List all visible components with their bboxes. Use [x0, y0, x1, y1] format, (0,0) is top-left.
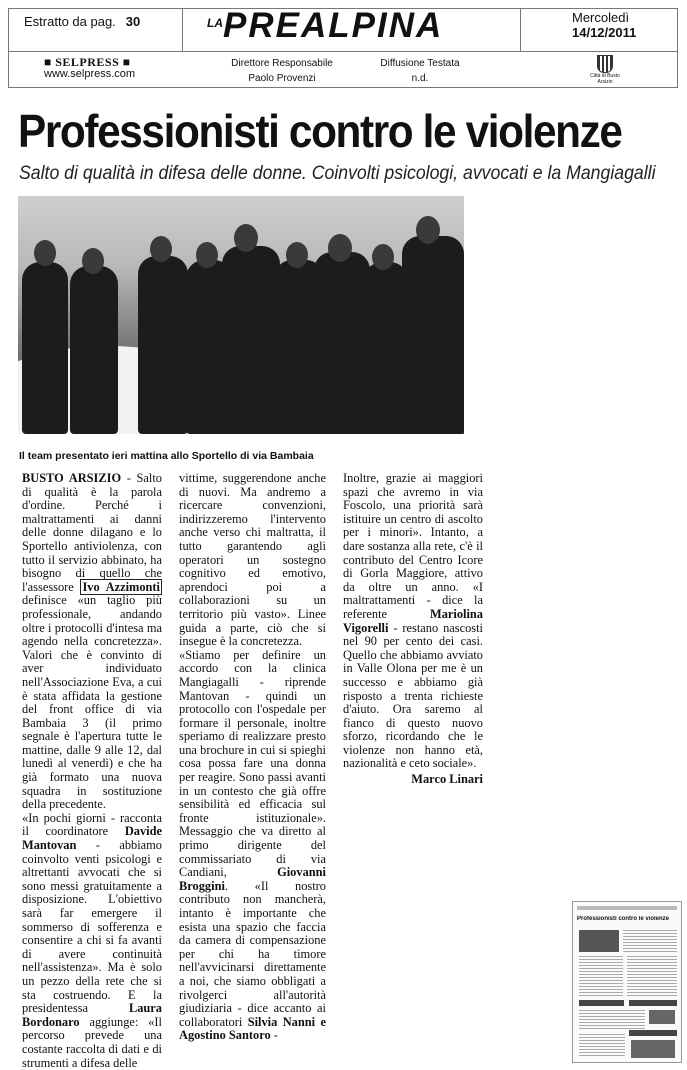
director-name: Paolo Provenzi	[248, 73, 316, 84]
extract-label: Estratto da pag.	[24, 14, 116, 29]
distribution-info	[368, 56, 472, 86]
person-name: Giovanni Broggini	[179, 865, 326, 893]
person-name: Silvia Nanni e Agostino Santoro	[179, 1014, 326, 1043]
paragraph: «Stiamo per definire un accordo con la clinica Mangiagalli - riprende Mantovan - quindi un protocollo con l'ospedale per formare il personale, inoltre speriamo di realizzare presto una brochure in cui si spieghi cosa possa fare una donna per reagire. Sono passi avanti in un contesto che già offre sensibilità ed efficacia sul fronte istituzionale». Messaggio che va diretto al primo dirigente del commissariato di via Candiani, Giovanni Broggini. «Il nostro contributo non mancherà, intanto è importante che esista una spazio che faccia da camera di compensazione per chi ha timore nell'avvicinarsi direttamente a noi, che siamo obbligati a rivolgerci all'autorità giudiziaria - dice accanto ai collaboratori Silvia Nanni e Agostino Santoro -	[179, 647, 326, 1043]
selpress-mark	[44, 56, 135, 80]
highlighted-name: Ivo Azzimonti	[82, 579, 160, 594]
selpress-brand: ■ SELPRESS ■	[44, 55, 131, 69]
author-signature: Marco Linari	[411, 772, 483, 787]
person-name: Laura Bordonaro	[22, 1001, 162, 1029]
article-column-1	[22, 472, 162, 1070]
subheadline: Salto di qualità in difesa delle donne. Coinvolti psicologi, avvocati e la Mangiagalli	[19, 163, 656, 184]
logo-prefix: LA	[207, 16, 223, 30]
paragraph: «In pochi giorni - racconta il coordinatore Davide Mantovan - abbiamo coinvolto venti psicologi e altrettanti avvocati che si sono messi gratuitamente a disposizione. L'obiettivo sarà far emergere il sommerso di sofferenza e consentire a chi si fa avanti di avere continuità nell'assistenza». Ma è solo un pezzo della rete che si sta costruendo. E la presidentessa Laura Bordonaro aggiunge: «Il percorso prevede una costante raccolta di dati e di strumenti a difesa delle	[22, 810, 162, 1070]
page-extract	[24, 14, 140, 29]
date: 14/12/2011	[572, 25, 637, 40]
page-thumbnail	[572, 901, 682, 1063]
issue-date	[572, 10, 636, 40]
header-divider	[520, 9, 521, 51]
paragraph: vittime, suggerendone anche di nuovi. Ma andremo a ricercare convenzioni, indirizzeremo l'intervento anche verso chi maltratta, il tutto garantendo agli operatori un sostegno cognitivo ed emotivo, aprendoci poi a collaborazioni su un territorio più vasto». Linee guida a parte, ciò che si insegue è la concretezza.	[179, 471, 326, 649]
crest-label: Città di Busto Arsizio	[590, 73, 620, 85]
newspaper-logo	[205, 8, 505, 48]
weekday: Mercoledì	[572, 10, 630, 25]
article-column-3	[343, 472, 483, 787]
page-number: 30	[125, 14, 141, 29]
crest-icon	[597, 55, 613, 73]
photo-caption: Il team presentato ieri mattina allo Sportello di via Bambaia	[19, 450, 314, 462]
dateline: BUSTO ARSIZIO	[22, 471, 122, 485]
paragraph: BUSTO ARSIZIO - Salto di qualità è la parola d'ordine. Perché i maltrattamenti ai danni delle donne dilagano e lo Sportello antiviolenza, con tutto il servizio abbinato, ha bisogno di quello che l'assessore Ivo Azzimonti definisce «un taglio più professionale, andando oltre i protocolli d'intesa ma agendo nella concretezza». Valori che è convinto di aver individuato nell'Associazione Eva, a cui è stata affidata la gestione del front office di via Bambaia 3 (il primo segnale è l'apertura tutte le mattine, dalle 9 alle 12, dal lunedì al venerdì) e che ha già formato una nuova squadra in sostituzione della precedente.	[22, 471, 163, 812]
distribution-label: Diffusione Testata	[380, 58, 460, 69]
article-photo	[18, 196, 464, 434]
person-name: Davide Mantovan	[22, 824, 162, 853]
paragraph: Inoltre, grazie ai maggiori spazi che avremo in via Foscolo, una priorità sarà istituire un centro di ascolto per i minori». Intanto, a dare sostanza alla rete, c'è il contributo del Centro Icore di Gorla Maggiore, attivo da oltre un anno. «I maltrattamenti - dice la referente Mariolina Vigorelli - restano nascosti nel 90 per cento dei casi. Quello che abbiamo avviato in Valle Olona per me è un successo e abbiamo già risposto a trenta richieste d'aiuto. Ora saremo al fianco di questo nuovo sforzo, ricordando che le violenze non hanno età, nazionalità e ceto sociale».	[343, 471, 483, 771]
thumbnail-headline: Professionisti contro le violenze	[577, 916, 670, 922]
selpress-url: www.selpress.com	[44, 68, 136, 80]
director-info	[227, 56, 337, 86]
city-crest	[590, 55, 620, 85]
headline: Professionisti contro le violenze	[18, 105, 622, 157]
header-divider	[182, 9, 183, 51]
article-column-2	[179, 472, 326, 1043]
person-name: Mariolina Vigorelli	[343, 606, 483, 635]
director-label: Direttore Responsabile	[231, 58, 333, 69]
distribution-value: n.d.	[411, 73, 429, 84]
logo-name: PREALPINA	[223, 6, 444, 45]
